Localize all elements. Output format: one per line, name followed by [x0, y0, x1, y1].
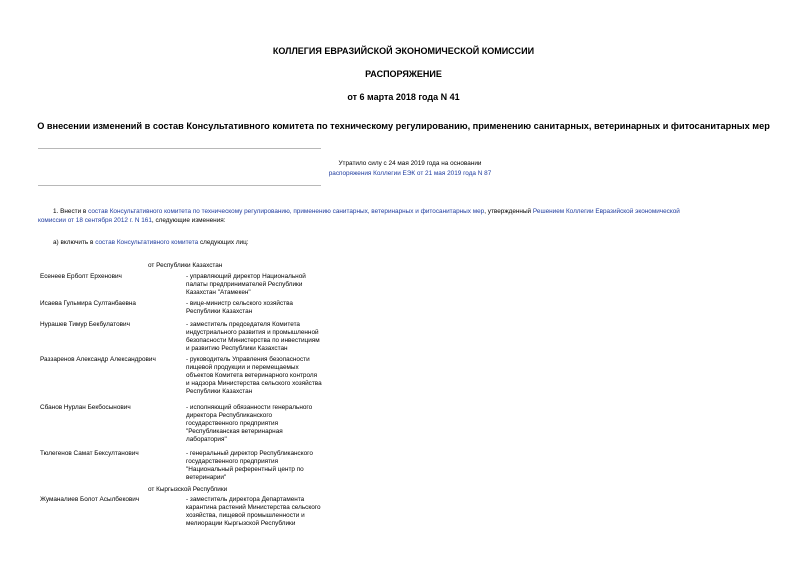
member-position [186, 496, 321, 528]
member-position-line: пищевой продукции и перемещаемых [186, 364, 299, 372]
member-name: Раззаренов Александр Александрович [40, 356, 156, 363]
member-name: Исаева Гульмира Султанбаевна [40, 300, 136, 307]
org-heading: КОЛЛЕГИЯ ЕВРАЗИЙСКОЙ ЭКОНОМИЧЕСКОЙ КОМИССИИ [272, 46, 535, 56]
committee-link[interactable]: состав Консультативного комитета [95, 239, 199, 246]
member-position [186, 404, 312, 444]
member-name: Есенеев Ерболт Ерхенович [40, 273, 122, 280]
member-position-line: "Республиканская ветеринарная [186, 428, 283, 436]
member-name: Сбанов Нурлан Бекбосынович [40, 404, 131, 411]
member-position-line: палаты предпринимателей Республики [186, 281, 303, 289]
member-position-line: и надзора Министерства сельского хозяйства [186, 380, 322, 388]
member-position-line: государственного предприятия [186, 420, 279, 428]
member-position-line: - исполняющий обязанности генерального [186, 404, 313, 411]
status-text: Утратило силу с 24 мая 2019 года на основании [338, 160, 482, 167]
committee-composition-link[interactable]: состав Консультативного комитета по техническому регулированию, применению санитарных, ветеринарных и фитосанитарных мер [88, 208, 485, 215]
paragraph-1-prefix: 1. Внести в [53, 208, 89, 215]
member-name: Нурашев Тимур Бекбулатович [40, 321, 130, 328]
member-position-line: - заместитель председателя Комитета [186, 321, 300, 328]
member-position [186, 321, 320, 353]
decision-link-part-2[interactable]: комиссии от 18 сентября 2012 г. N 161 [38, 217, 152, 224]
paragraph-a-prefix: а) включить в [53, 239, 96, 246]
member-position-line: и развитию Республики Казахстан [186, 345, 288, 353]
member-position [186, 273, 306, 297]
member-position-line: - заместитель директора Департамента [186, 496, 305, 503]
member-position-line: безопасности Министерства по инвестициям [186, 337, 320, 345]
member-position-line: Республики Казахстан [186, 308, 253, 316]
paragraph-1-line-2 [38, 217, 226, 225]
member-position-line: хозяйства, пищевой промышленности и [186, 512, 305, 520]
member-position-line: государственного предприятия [186, 458, 279, 466]
member-position [186, 356, 322, 396]
member-position-line: - вице-министр сельского хозяйства [186, 300, 293, 307]
member-position-line: мелиорации Кыргызской Республики [186, 520, 296, 528]
member-name: Жуманалиев Болот Асылбекович [40, 496, 140, 503]
paragraph-a [53, 239, 249, 247]
paragraph-1-line-1 [53, 208, 680, 216]
group-heading-kyrgyzstan: от Кыргызской Республики [148, 486, 228, 493]
top-divider [38, 148, 321, 149]
member-position-line: - генеральный директор Республиканского [186, 450, 313, 457]
member-position [186, 300, 293, 316]
member-position [186, 450, 313, 482]
member-position-line: Казахстан "Атамекен" [186, 289, 251, 297]
member-position-line: "Национальный референтный центр по [186, 466, 304, 474]
date-number: от 6 марта 2018 года N 41 [347, 92, 460, 102]
member-position-line: карантина растений Министерства сельского [186, 504, 321, 512]
member-position-line: Республики Казахстан [186, 388, 253, 396]
bottom-divider [38, 185, 321, 186]
member-position-line: - руководитель Управления безопасности [186, 356, 310, 363]
document-title: О внесении изменений в состав Консультативного комитета по техническому регулированию, применению санитарных, ветеринарных и фитосанитарных мер [37, 121, 770, 131]
member-position-line: ветеринарии" [186, 474, 227, 482]
member-name: Тюлегенов Самат Бексултанович [40, 450, 139, 457]
paragraph-a-suffix: следующих лиц: [198, 239, 249, 246]
member-position-line: индустриального развития и промышленной [186, 329, 319, 337]
decision-link-part-1[interactable]: Решением Коллегии Евразийской экономической [532, 208, 680, 215]
group-heading-kazakhstan: от Республики Казахстан [148, 262, 223, 269]
member-position-line: директора Республиканского [186, 412, 273, 420]
member-position-line: объектов Комитета ветеринарного контроля [186, 372, 318, 380]
paragraph-1-middle: , утвержденный [484, 208, 533, 215]
doc-type-heading: РАСПОРЯЖЕНИЕ [365, 69, 442, 79]
member-position-line: - управляющий директор Национальной [186, 273, 306, 280]
paragraph-1-suffix: , следующие изменения: [151, 217, 226, 224]
status-repeal-link[interactable]: распоряжения Коллегии ЕЭК от 21 мая 2019 года N 87 [328, 170, 492, 177]
member-position-line: лаборатория" [186, 436, 227, 444]
